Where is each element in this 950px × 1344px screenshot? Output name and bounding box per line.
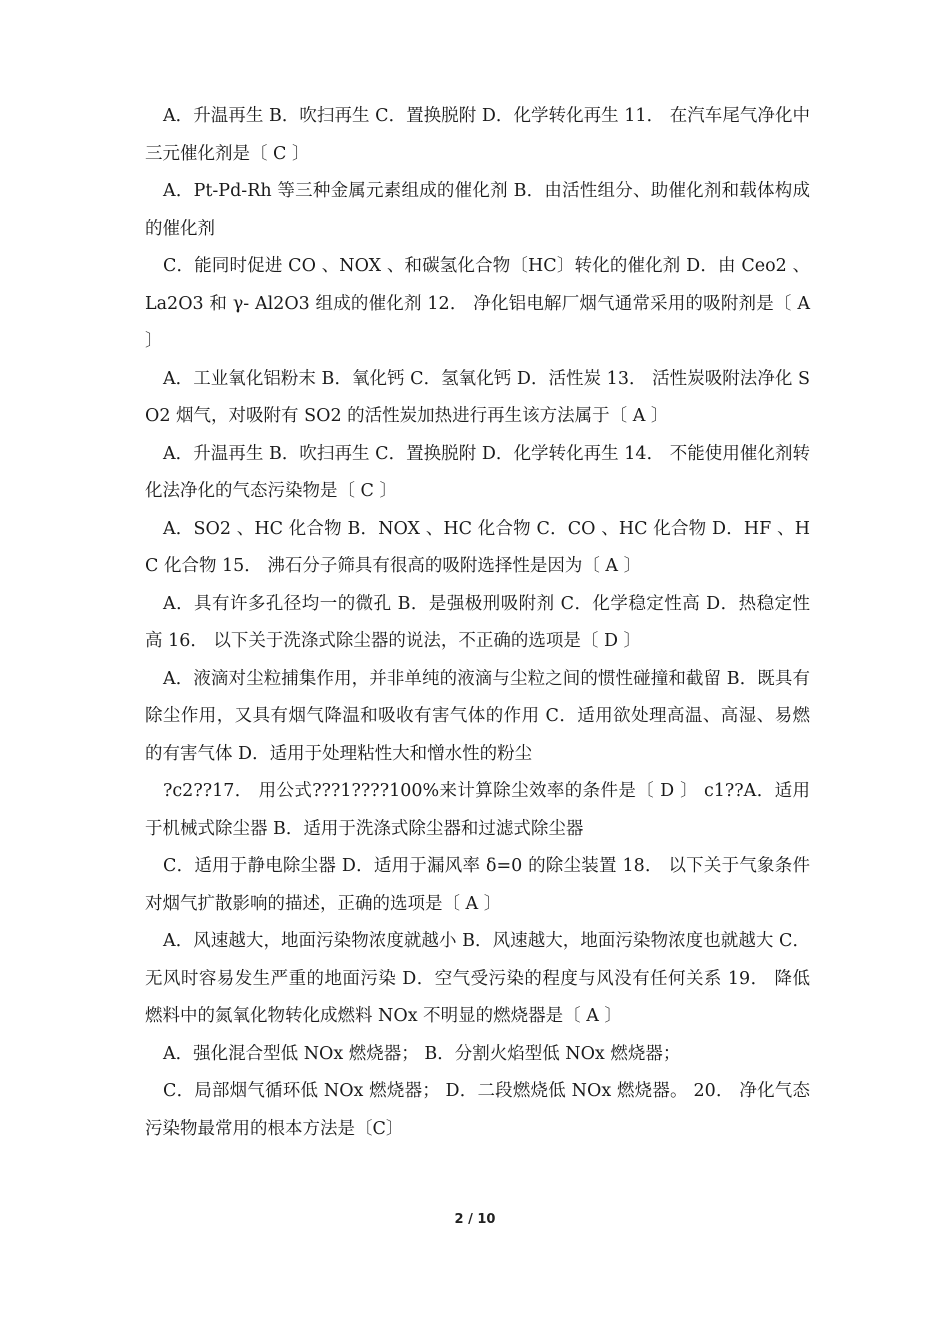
paragraph: A．风速越大，地面污染物浓度就越小 B．风速越大，地面污染物浓度也就越大 C．无风时容易发生严重的地面污染 D．空气受污染的程度与风没有任何关系 19． 降低燃料中的氮氧化物转化成燃料 NOx 不明显的燃烧器是〔 A 〕 bbox=[145, 931, 810, 1026]
paragraph: A．升温再生 B．吹扫再生 C．置换脱附 D．化学转化再生 14． 不能使用催化剂转化法净化的气态污染物是〔 C 〕 bbox=[145, 443, 810, 501]
document-body bbox=[145, 98, 810, 1148]
paragraph: A．Pt-Pd-Rh 等三种金属元素组成的催化剂 B．由活性组分、助催化剂和载体构成的催化剂 bbox=[145, 181, 810, 239]
paragraph: A．升温再生 B．吹扫再生 C．置换脱附 D．化学转化再生 11． 在汽车尾气净化中三元催化剂是〔 C 〕 bbox=[145, 106, 810, 164]
paragraph: ?c2??17． 用公式???1????100%来计算除尘效率的条件是〔 D 〕 c1??A．适用于机械式除尘器 B．适用于洗涤式除尘器和过滤式除尘器 bbox=[145, 781, 810, 839]
paragraph: C．适用于静电除尘器 D．适用于漏风率 δ=0 的除尘装置 18． 以下关于气象条件对烟气扩散影响的描述，正确的选项是〔 A 〕 bbox=[145, 856, 810, 914]
paragraph: A．工业氧化铝粉末 B．氧化钙 C．氢氧化钙 D．活性炭 13． 活性炭吸附法净化 SO2 烟气，对吸附有 SO2 的活性炭加热进行再生该方法属于〔 A 〕 bbox=[145, 368, 810, 426]
paragraph: A．SO2 、HC 化合物 B．NOX 、HC 化合物 C．CO 、HC 化合物 D．HF 、HC 化合物 15． 沸石分子筛具有很高的吸附选择性是因为〔 A 〕 bbox=[145, 518, 810, 576]
paragraph: A．液滴对尘粒捕集作用，并非单纯的液滴与尘粒之间的惯性碰撞和截留 B．既具有除尘作用，又具有烟气降温和吸收有害气体的作用 C．适用欲处理高温、高湿、易燃的有害气体 D．适用于处理粘性大和憎水性的粉尘 bbox=[145, 668, 810, 764]
paragraph: C．局部烟气循环低 NOx 燃烧器； D．二段燃烧低 NOx 燃烧器。 20． 净化气态污染物最常用的根本方法是〔C〕 bbox=[145, 1081, 810, 1139]
page-number: 2 / 10 bbox=[454, 1212, 496, 1227]
paragraph: C．能同时促进 CO 、NOX 、和碳氢化合物〔HC〕转化的催化剂 D．由 Ceo2 、La2O3 和 γ- Al2O3 组成的催化剂 12． 净化铝电解厂烟气通常采用的吸附剂是〔 A 〕 bbox=[145, 256, 810, 351]
paragraph: A．具有许多孔径均一的微孔 B．是强极刑吸附剂 C．化学稳定性高 D．热稳定性高 16． 以下关于洗涤式除尘器的说法，不正确的选项是〔 D 〕 bbox=[145, 593, 810, 651]
paragraph: A．强化混合型低 NOx 燃烧器； B．分割火焰型低 NOx 燃烧器； bbox=[163, 1043, 681, 1064]
